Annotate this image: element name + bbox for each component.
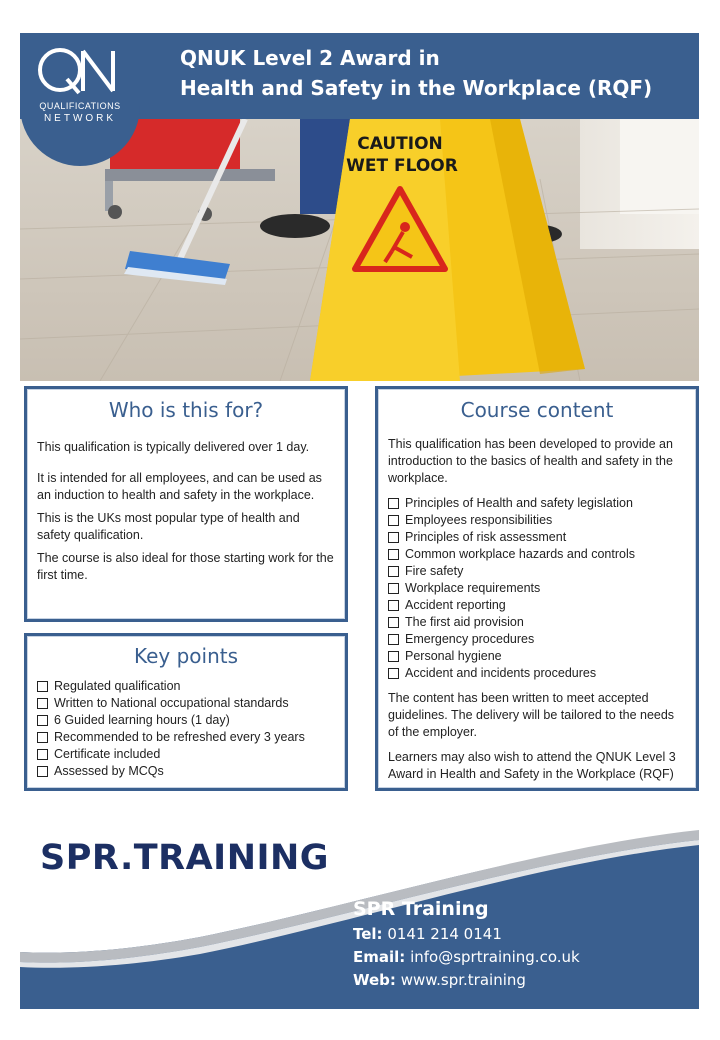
sign-caution-text: CAUTION xyxy=(357,134,443,154)
contact-block xyxy=(353,895,580,992)
email-value[interactable]: info@sprtraining.co.uk xyxy=(410,948,580,966)
page-title xyxy=(180,43,652,103)
logo-text-qualifications: QUALIFICATIONS xyxy=(39,101,121,111)
wet-floor-photo xyxy=(20,119,699,381)
course-content-heading: Course content xyxy=(460,398,614,422)
list-item: Personal hygiene xyxy=(388,648,687,665)
spr-training-brand: SPR.TRAINING xyxy=(40,838,330,878)
qnuk-logo xyxy=(20,33,140,166)
course-outro-2: Learners may also wish to attend the QNUK Level 3 Award in Health and Safety in the Workplace (RQF) xyxy=(388,750,676,781)
checkbox-icon xyxy=(388,566,399,577)
tel-value: 0141 214 0141 xyxy=(387,925,502,943)
logo-text-network: NETWORK xyxy=(43,113,117,124)
list-item: Recommended to be refreshed every 3 years xyxy=(37,729,337,746)
checkbox-icon xyxy=(37,766,48,777)
who-heading: Who is this for? xyxy=(108,398,264,422)
checkbox-icon xyxy=(37,732,48,743)
list-item: Accident and incidents procedures xyxy=(388,665,687,682)
sign-wet-floor-text: WET FLOOR xyxy=(346,156,458,176)
checkbox-icon xyxy=(388,634,399,645)
checkbox-icon xyxy=(388,549,399,560)
hero-photo xyxy=(20,119,699,381)
list-item: Assessed by MCQs xyxy=(37,763,337,780)
checkbox-icon xyxy=(388,600,399,611)
company-name: SPR Training xyxy=(353,898,489,920)
checkbox-icon xyxy=(388,668,399,679)
email-label: Email: xyxy=(353,948,406,966)
checkbox-icon xyxy=(37,715,48,726)
list-item: Accident reporting xyxy=(388,597,687,614)
who-is-this-for-box xyxy=(24,386,348,622)
checkbox-icon xyxy=(37,698,48,709)
web-label: Web: xyxy=(353,971,396,989)
checkbox-icon xyxy=(388,583,399,594)
list-item: The first aid provision xyxy=(388,614,687,631)
list-item: Principles of risk assessment xyxy=(388,529,687,546)
checkbox-icon xyxy=(388,515,399,526)
key-points-box xyxy=(24,633,348,791)
who-paragraph-4: The course is also ideal for those starting work for the first time. xyxy=(37,551,334,582)
list-item: Common workplace hazards and controls xyxy=(388,546,687,563)
list-item: Principles of Health and safety legislation xyxy=(388,495,687,512)
list-item: Regulated qualification xyxy=(37,678,337,695)
checkbox-icon xyxy=(37,749,48,760)
list-item: Employees responsibilities xyxy=(388,512,687,529)
checkbox-icon xyxy=(37,681,48,692)
email-line xyxy=(353,946,580,969)
checkbox-icon xyxy=(388,651,399,662)
list-item: Emergency procedures xyxy=(388,631,687,648)
key-points-heading: Key points xyxy=(133,644,239,668)
tel-label: Tel: xyxy=(353,925,383,943)
course-outro-1: The content has been written to meet accepted guidelines. The delivery will be tailored to the needs of the employer. xyxy=(388,691,675,739)
list-item: Workplace requirements xyxy=(388,580,687,597)
title-line-1: QNUK Level 2 Award in xyxy=(180,46,440,70)
who-paragraph-2: It is intended for all employees, and can be used as an induction to health and safety in the workplace. xyxy=(37,471,322,502)
list-item: Certificate included xyxy=(37,746,337,763)
course-intro: This qualification has been developed to provide an introduction to the basics of health and safety in the workplace. xyxy=(388,437,673,485)
list-item: Written to National occupational standards xyxy=(37,695,337,712)
title-line-2: Health and Safety in the Workplace (RQF) xyxy=(180,76,653,100)
who-paragraph-1: This qualification is typically delivered over 1 day. xyxy=(37,440,310,454)
web-line xyxy=(353,969,580,992)
checkbox-icon xyxy=(388,532,399,543)
checkbox-icon xyxy=(388,498,399,509)
checkbox-icon xyxy=(388,617,399,628)
list-item: 6 Guided learning hours (1 day) xyxy=(37,712,337,729)
course-content-box xyxy=(375,386,699,791)
list-item: Fire safety xyxy=(388,563,687,580)
who-paragraph-3: This is the UKs most popular type of health and safety qualification. xyxy=(37,511,300,542)
qn-logo-icon xyxy=(35,45,125,97)
tel-line xyxy=(353,923,580,946)
web-value[interactable]: www.spr.training xyxy=(400,971,526,989)
course-content-list xyxy=(388,495,687,682)
key-points-list xyxy=(27,668,345,780)
